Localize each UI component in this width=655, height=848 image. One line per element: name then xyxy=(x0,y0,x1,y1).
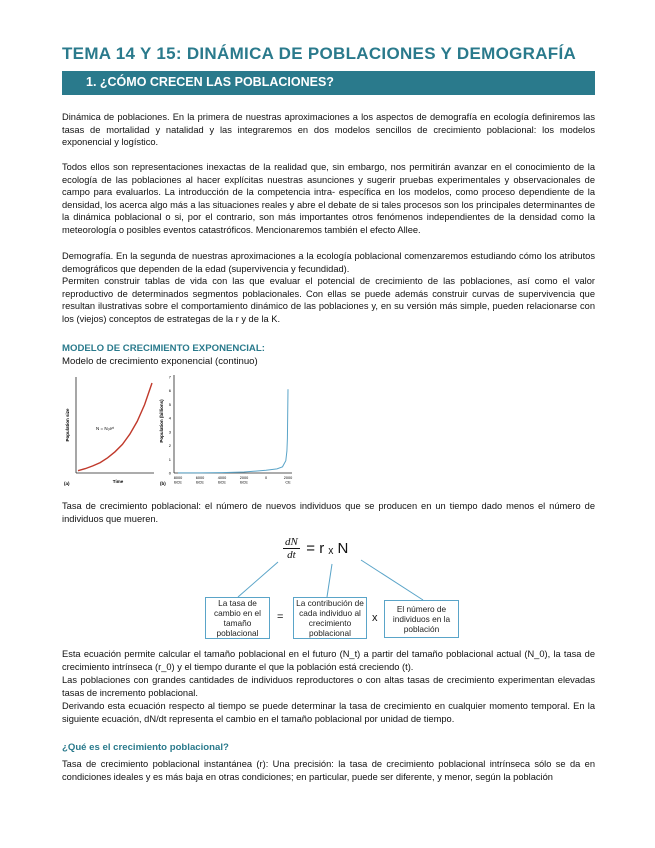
panel-b-label: (b) xyxy=(160,481,166,486)
left-xlabel: Time xyxy=(112,479,124,484)
subheading-modelo: MODELO DE CRECIMIENTO EXPONENCIAL: xyxy=(62,343,265,354)
connector-left xyxy=(238,562,278,597)
eq-rhs: = r ₓ N xyxy=(306,540,349,557)
box-equals-sign: = xyxy=(277,611,284,623)
paragraph-dinamica: Dinámica de poblaciones. En la primera de nuestras aproximaciones a los aspectos de demografía en ecología definiremos las tasas de mortalidad y natalidad y las integraremos en dos modelos sencillos de crecimiento poblacional: los modelos exponencial y logístico. xyxy=(62,112,595,148)
paragraph-tasa-instantanea: Tasa de crecimiento poblacional instantánea (r): Una precisión: la tasa de crecimiento poblacional intrínseca sólo se da en condiciones ideales y es más baja en otras condiciones; en particular, puede ser diferente, y menor, según la población xyxy=(62,759,595,782)
paragraph-derivando: Derivando esta ecuación respecto al tiempo se puede determinar la tasa de crecimiento en cualquier momento temporal. En la siguiente ecuación, dN/dt representa el cambio en el tamaño poblacional por unidad de tiempo. xyxy=(62,701,595,724)
right-xtick-label: 8000 BCE xyxy=(173,476,183,485)
connector-right xyxy=(361,560,423,600)
right-xtick-label: 6000 BCE xyxy=(195,476,205,485)
eq-numerator: dN xyxy=(285,536,298,548)
right-ylabel: Population (billions) xyxy=(159,399,164,443)
right-ytick-label: 3 xyxy=(168,429,171,435)
connector-middle xyxy=(327,564,332,597)
right-xtick-label: 0 xyxy=(264,476,268,480)
figure-caption: Modelo de crecimiento exponencial (continuo) xyxy=(62,356,258,367)
right-ytick-label: 1 xyxy=(168,456,171,462)
right-ytick-label: 4 xyxy=(168,415,171,421)
right-ytick-label: 6 xyxy=(168,388,171,394)
right-xtick-label: 2000 CE xyxy=(283,476,293,485)
box-times-sign: x xyxy=(372,612,378,624)
paragraph-ecuacion: Esta ecuación permite calcular el tamaño poblacional en el futuro (N_t) a partir del tamaño poblacional actual (N_0), la tasa de crecimiento intrínseca (r_0) y el tiempo durante el que la población está creciendo (t). xyxy=(62,649,595,672)
left-ylabel: Population size xyxy=(65,408,70,442)
paragraph-tablas-vida: Permiten construir tablas de vida con las que evaluar el potencial de crecimiento de las poblaciones, así como el valor reproductivo de determinados segmentos poblacionales. Con ellas se puede además construir curvas de supervivencia que resultan ilustrativas sobre el comportamiento dinámico de las poblaciones y, en su versión más simple, pueden relacionarse con los (viejos) conceptos de estrategas de la r y de la K. xyxy=(62,276,595,324)
panel-a-label: (a) xyxy=(64,481,70,486)
paragraph-reproductores: Las poblaciones con grandes cantidades de individuos reproductores o con altas tasas de crecimiento experimentan elevadas tasas de incremento poblacional. xyxy=(62,675,595,698)
formula-label: N = N₀eʳᵗ xyxy=(96,426,115,431)
box-number-individuals: El número de individuos en la población xyxy=(384,600,459,638)
box-individual-contribution: La contribución de cada individuo al crecimiento poblacional xyxy=(293,597,367,639)
right-ytick-label: 2 xyxy=(168,443,171,449)
right-ytick-label: 0 xyxy=(168,470,171,476)
paragraph-representaciones: Todos ellos son representaciones inexactas de la realidad que, sin embargo, nos permitirán avanzar en el conocimiento de la ecología de las poblaciones al hacer explícitas nuestras asunciones y sugerir pruebas experimentales y observacionales de campo para evaluarlos. La introducción de la competencia intra- específica en los modelos, como proceso dependiente de la densidad, los acerca algo más a las situaciones reales y abre el debate de si tales procesos son los principales determinantes de la dinámica poblacional o si, por el contrario, son más importantes otros fenómenos independientes de la densidad como la meteorología o posibles eventos catastróficos. Mencionaremos también el efecto Allee. xyxy=(62,162,595,235)
right-ytick-label: 5 xyxy=(168,401,171,407)
page-title: TEMA 14 Y 15: DINÁMICA DE POBLACIONES Y DEMOGRAFÍA xyxy=(62,44,577,63)
section-title: 1. ¿CÓMO CRECEN LAS POBLACIONES? xyxy=(86,75,334,89)
right-ytick-label: 7 xyxy=(168,374,171,380)
right-xtick-label: 4000 BCE xyxy=(217,476,227,485)
paragraph-tasa-crecimiento: Tasa de crecimiento poblacional: el número de nuevos individuos que se producen en un tiempo dado menos el número de individuos que mueren. xyxy=(62,501,595,524)
paragraph-demografia: Demografía. En la segunda de nuestras aproximaciones a la ecología poblacional comenzaremos estudiando cómo los atributos demográficos que dependen de la edad (supervivencia y fecundidad). xyxy=(62,251,595,274)
eq-denominator: dt xyxy=(287,549,296,561)
box-rate-of-change: La tasa de cambio en el tamaño poblacional xyxy=(205,597,270,639)
right-xtick-label: 2000 BCE xyxy=(239,476,249,485)
subheading-que-es: ¿Qué es el crecimiento poblacional? xyxy=(62,742,229,753)
